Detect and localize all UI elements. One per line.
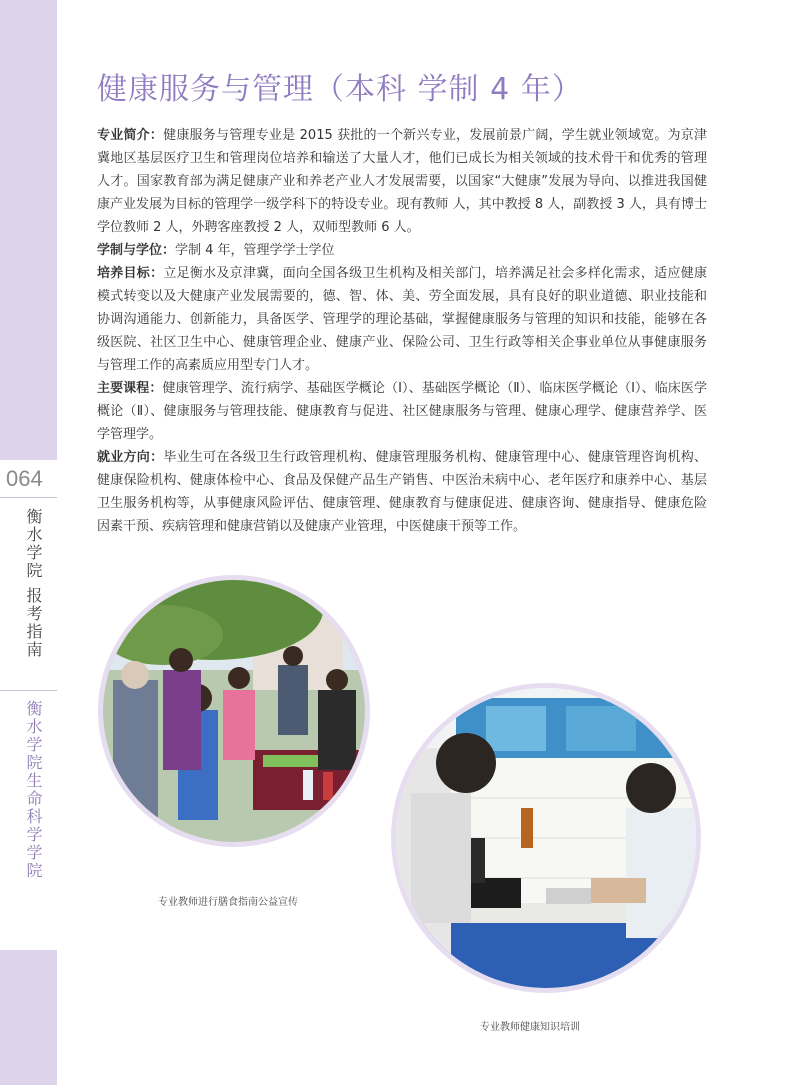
section-text: 学制 4 年，管理学学士学位 <box>175 243 335 258</box>
page-number: 064 <box>6 466 43 491</box>
sidebar-band-top <box>0 0 57 460</box>
section-courses <box>97 377 707 446</box>
section-text: 立足衡水及京津冀，面向全国各级卫生机构及相关部门，培养满足社会多样化需求，适应健康模式转变以及大健康产业发展需要的，德、智、体、美、劳全面发展，具有良好的职业道德、职业技能和协调沟通能力、创新能力，具备医学、管理学的理论基础，掌握健康服务与管理的知识和技能，能够在各级医院、社区卫生中心、健康管理企业、健康产业、保险公司、卫生行政等相关企事业单位从事健康服务与管理工作的高素质应用型专门人才。 <box>97 266 707 373</box>
photo2-caption: 专业教师健康知识培训 <box>480 1022 580 1033</box>
section-degree <box>97 239 707 262</box>
section-text: 健康服务与管理专业是 2015 获批的一个新兴专业，发展前景广阔，学生就业领域宽。为京津冀地区基层医疗卫生和管理岗位培养和输送了大量人才，他们已成长为相关领域的技术骨干和优秀的管理人才。国家教育部为满足健康产业和养老产业人才发展需要，以国家“大健康”发展为导向、以推进我国健康产业发展为目标的管理学一级学科下的特设专业。现有教师 人，其中教授 8 人，副教授 3 人，具有博士学位教师 2 人，外聘客座教授 2 人，双师型教师 6 人。 <box>97 128 707 235</box>
section-label: 就业方向： <box>97 450 164 465</box>
section-career <box>97 446 707 538</box>
photo-outdoor-event <box>103 580 365 842</box>
sidebar-divider <box>0 497 57 498</box>
section-label: 培养目标： <box>97 266 164 281</box>
section-text: 毕业生可在各级卫生行政管理机构、健康管理服务机构、健康管理中心、健康管理咨询机构、健康保险机构、健康体检中心、食品及保健产品生产销售、中医治未病中心、老年医疗和康养中心、基层卫生服务机构等，从事健康风险评估、健康管理、健康教育与健康促进、健康咨询、健康指导、健康危险因素干预、疾病管理和健康营销以及健康产业管理，中医健康干预等工作。 <box>97 450 707 534</box>
sidebar-divider <box>0 690 57 691</box>
sidebar-band-bottom <box>0 950 57 1085</box>
photo-lab-training <box>396 688 696 988</box>
section-label: 主要课程： <box>97 381 163 396</box>
section-label: 专业简介： <box>97 128 164 143</box>
photo1-caption: 专业教师进行膳食指南公益宣传 <box>158 897 298 908</box>
sidebar-vertical-subtitle: 衡水学院生命科学学院 <box>24 700 43 880</box>
page-title: 健康服务与管理（本科 学制 4 年） <box>97 72 583 107</box>
sidebar-vertical-title: 衡水学院 报考指南 <box>24 508 43 660</box>
section-goals <box>97 262 707 377</box>
section-text: 健康管理学、流行病学、基础医学概论（Ⅰ）、基础医学概论（Ⅱ）、临床医学概论（Ⅰ）、临床医学概论（Ⅱ）、健康服务与管理技能、健康教育与促进、社区健康服务与管理、健康心理学、健康营养学、医学管理学。 <box>97 381 707 442</box>
program-description <box>97 124 707 538</box>
section-intro <box>97 124 707 239</box>
section-label: 学制与学位： <box>97 243 176 258</box>
